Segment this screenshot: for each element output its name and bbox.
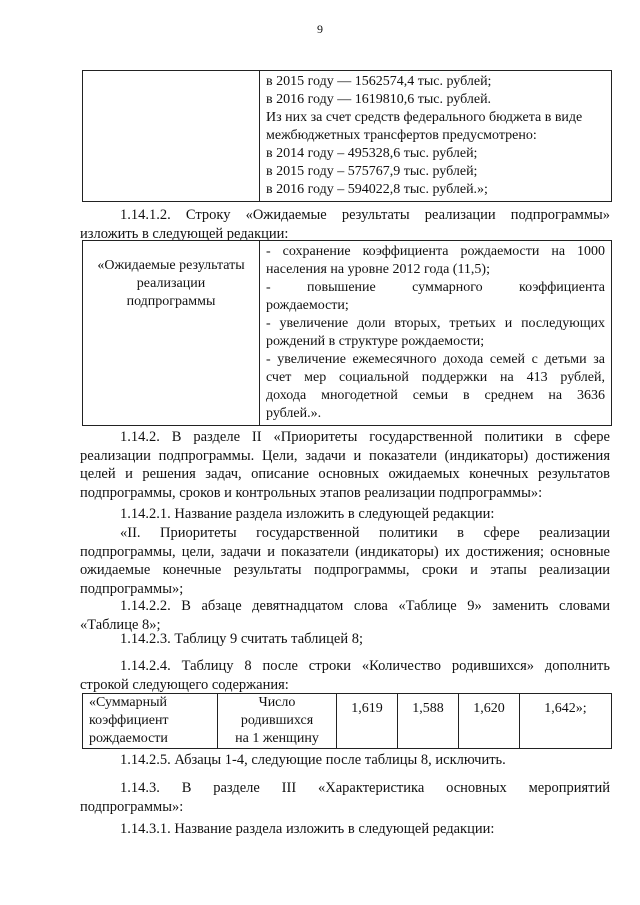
cell-line: родившихся xyxy=(240,713,314,728)
paragraph-line: строкой следующего содержания: xyxy=(80,676,289,693)
budget-table-right-cell xyxy=(260,71,612,202)
cell-line: дохода многодетной семьи в среднем на 3636 xyxy=(266,388,605,403)
cell-line: - увеличение ежемесячного дохода семей с детьми за xyxy=(266,352,605,367)
paragraph-1-14-2-2 xyxy=(80,597,610,634)
budget-line: в 2014 году – 495328,6 тыс. рублей; xyxy=(266,146,478,161)
paragraph-line: 1.14.2.2. В абзаце девятнадцатом слова «Таблице 9» заменить словами xyxy=(120,598,610,614)
paragraph-line: подпрограммы, сроков и контрольных этапов реализации подпрограммы»: xyxy=(80,484,543,501)
cell-line: рождений в структуре рождаемости; xyxy=(266,334,485,349)
cell-line: рублей.». xyxy=(266,406,322,421)
paragraph-line: 1.14.1.2. Строку «Ожидаемые результаты реализации подпрограммы» xyxy=(120,207,610,223)
fertility-rate-table xyxy=(82,693,612,749)
budget-line: в 2015 году – 575767,9 тыс. рублей; xyxy=(266,164,478,179)
page-number: 9 xyxy=(317,22,323,36)
budget-line: в 2015 году — 1562574,4 тыс. рублей; xyxy=(266,74,492,89)
cell-line: - увеличение доли вторых, третьих и последующих xyxy=(266,316,605,331)
cell-line: подпрограммы xyxy=(126,294,216,309)
paragraph-line: ожидаемые конечные результаты подпрограммы, сроки и этапы реализации xyxy=(80,562,610,578)
paragraph-line: 1.14.3. В разделе III «Характеристика основных мероприятий xyxy=(120,780,610,796)
budget-table-left-cell xyxy=(83,71,260,202)
fertility-value-cell: 1,620 xyxy=(459,694,520,749)
cell-line: счет мер социальной поддержки на 413 рублей, xyxy=(266,370,605,385)
cell-line: - повышение суммарного коэффициента xyxy=(266,280,605,295)
cell-line: населения на уровне 2012 года (11,5); xyxy=(266,262,490,277)
budget-line: Из них за счет средств федерального бюджета в виде xyxy=(266,110,583,125)
paragraph-line: 1.14.2.1. Название раздела изложить в следующей редакции: xyxy=(120,506,495,522)
paragraph-line: 1.14.2.4. Таблицу 8 после строки «Количество родившихся» дополнить xyxy=(120,658,610,674)
paragraph-1-14-3 xyxy=(80,779,610,816)
budget-table xyxy=(82,70,612,202)
budget-line: в 2016 году – 594022,8 тыс. рублей.»; xyxy=(266,182,488,197)
paragraph-line: подпрограммы, цели, задачи и показатели (индикаторы) их достижения; основные xyxy=(80,543,610,560)
fertility-value-cell: 1,588 xyxy=(398,694,459,749)
paragraph-line: изложить в следующей редакции: xyxy=(80,225,289,242)
cell-line: - сохранение коэффициента рождаемости на 1000 xyxy=(266,244,605,259)
paragraph-1-14-2-3 xyxy=(80,630,610,649)
paragraph-line: подпрограммы»: xyxy=(80,798,184,815)
paragraph-line: подпрограммы»; xyxy=(80,580,184,597)
cell-line: «Суммарный xyxy=(89,695,168,710)
paragraph-line: «Таблице 8»; xyxy=(80,616,161,633)
paragraph-1-14-2-5 xyxy=(80,751,610,770)
paragraph-line: «II. Приоритеты государственной политики в сфере реализации xyxy=(120,525,610,541)
paragraph-line: целей и решения задач, описание основных ожидаемых конечных результатов xyxy=(80,466,610,482)
cell-line: рождаемости xyxy=(89,731,168,746)
fertility-indicator-cell xyxy=(83,694,218,749)
cell-line: реализации xyxy=(136,276,206,291)
cell-line: рождаемости; xyxy=(266,298,349,313)
cell-line: «Ожидаемые результаты xyxy=(97,258,245,273)
cell-line: на 1 женщину xyxy=(235,731,319,746)
paragraph-1-14-2-1 xyxy=(80,505,610,524)
cell-line: коэффициент xyxy=(89,713,169,728)
expected-results-content-cell xyxy=(260,241,612,426)
fertility-value-cell: 1,619 xyxy=(337,694,398,749)
paragraph-line: 1.14.2.5. Абзацы 1-4, следующие после таблицы 8, исключить. xyxy=(120,752,506,768)
budget-line: в 2016 году — 1619810,6 тыс. рублей. xyxy=(266,92,492,107)
paragraph-1-14-2 xyxy=(80,428,610,502)
budget-line: межбюджетных трансфертов предусмотрено: xyxy=(266,128,537,143)
paragraph-line: реализации подпрограммы. Цели, задачи и показатели (индикаторы) достижения xyxy=(80,447,610,464)
fertility-value-cell: 1,642»; xyxy=(520,694,612,749)
paragraph-1-14-1-2 xyxy=(80,206,610,243)
paragraph-line: 1.14.3.1. Название раздела изложить в следующей редакции: xyxy=(120,821,495,837)
paragraph-section-title-quote xyxy=(80,524,610,598)
paragraph-1-14-3-1 xyxy=(80,820,610,839)
paragraph-line: 1.14.2. В разделе II «Приоритеты государственной политики в сфере xyxy=(120,429,610,445)
paragraph-1-14-2-4 xyxy=(80,657,610,694)
fertility-unit-cell xyxy=(218,694,337,749)
expected-results-label-cell xyxy=(83,241,260,426)
expected-results-table xyxy=(82,240,612,426)
paragraph-line: 1.14.2.3. Таблицу 9 считать таблицей 8; xyxy=(120,631,363,647)
cell-line: Число xyxy=(258,695,296,710)
